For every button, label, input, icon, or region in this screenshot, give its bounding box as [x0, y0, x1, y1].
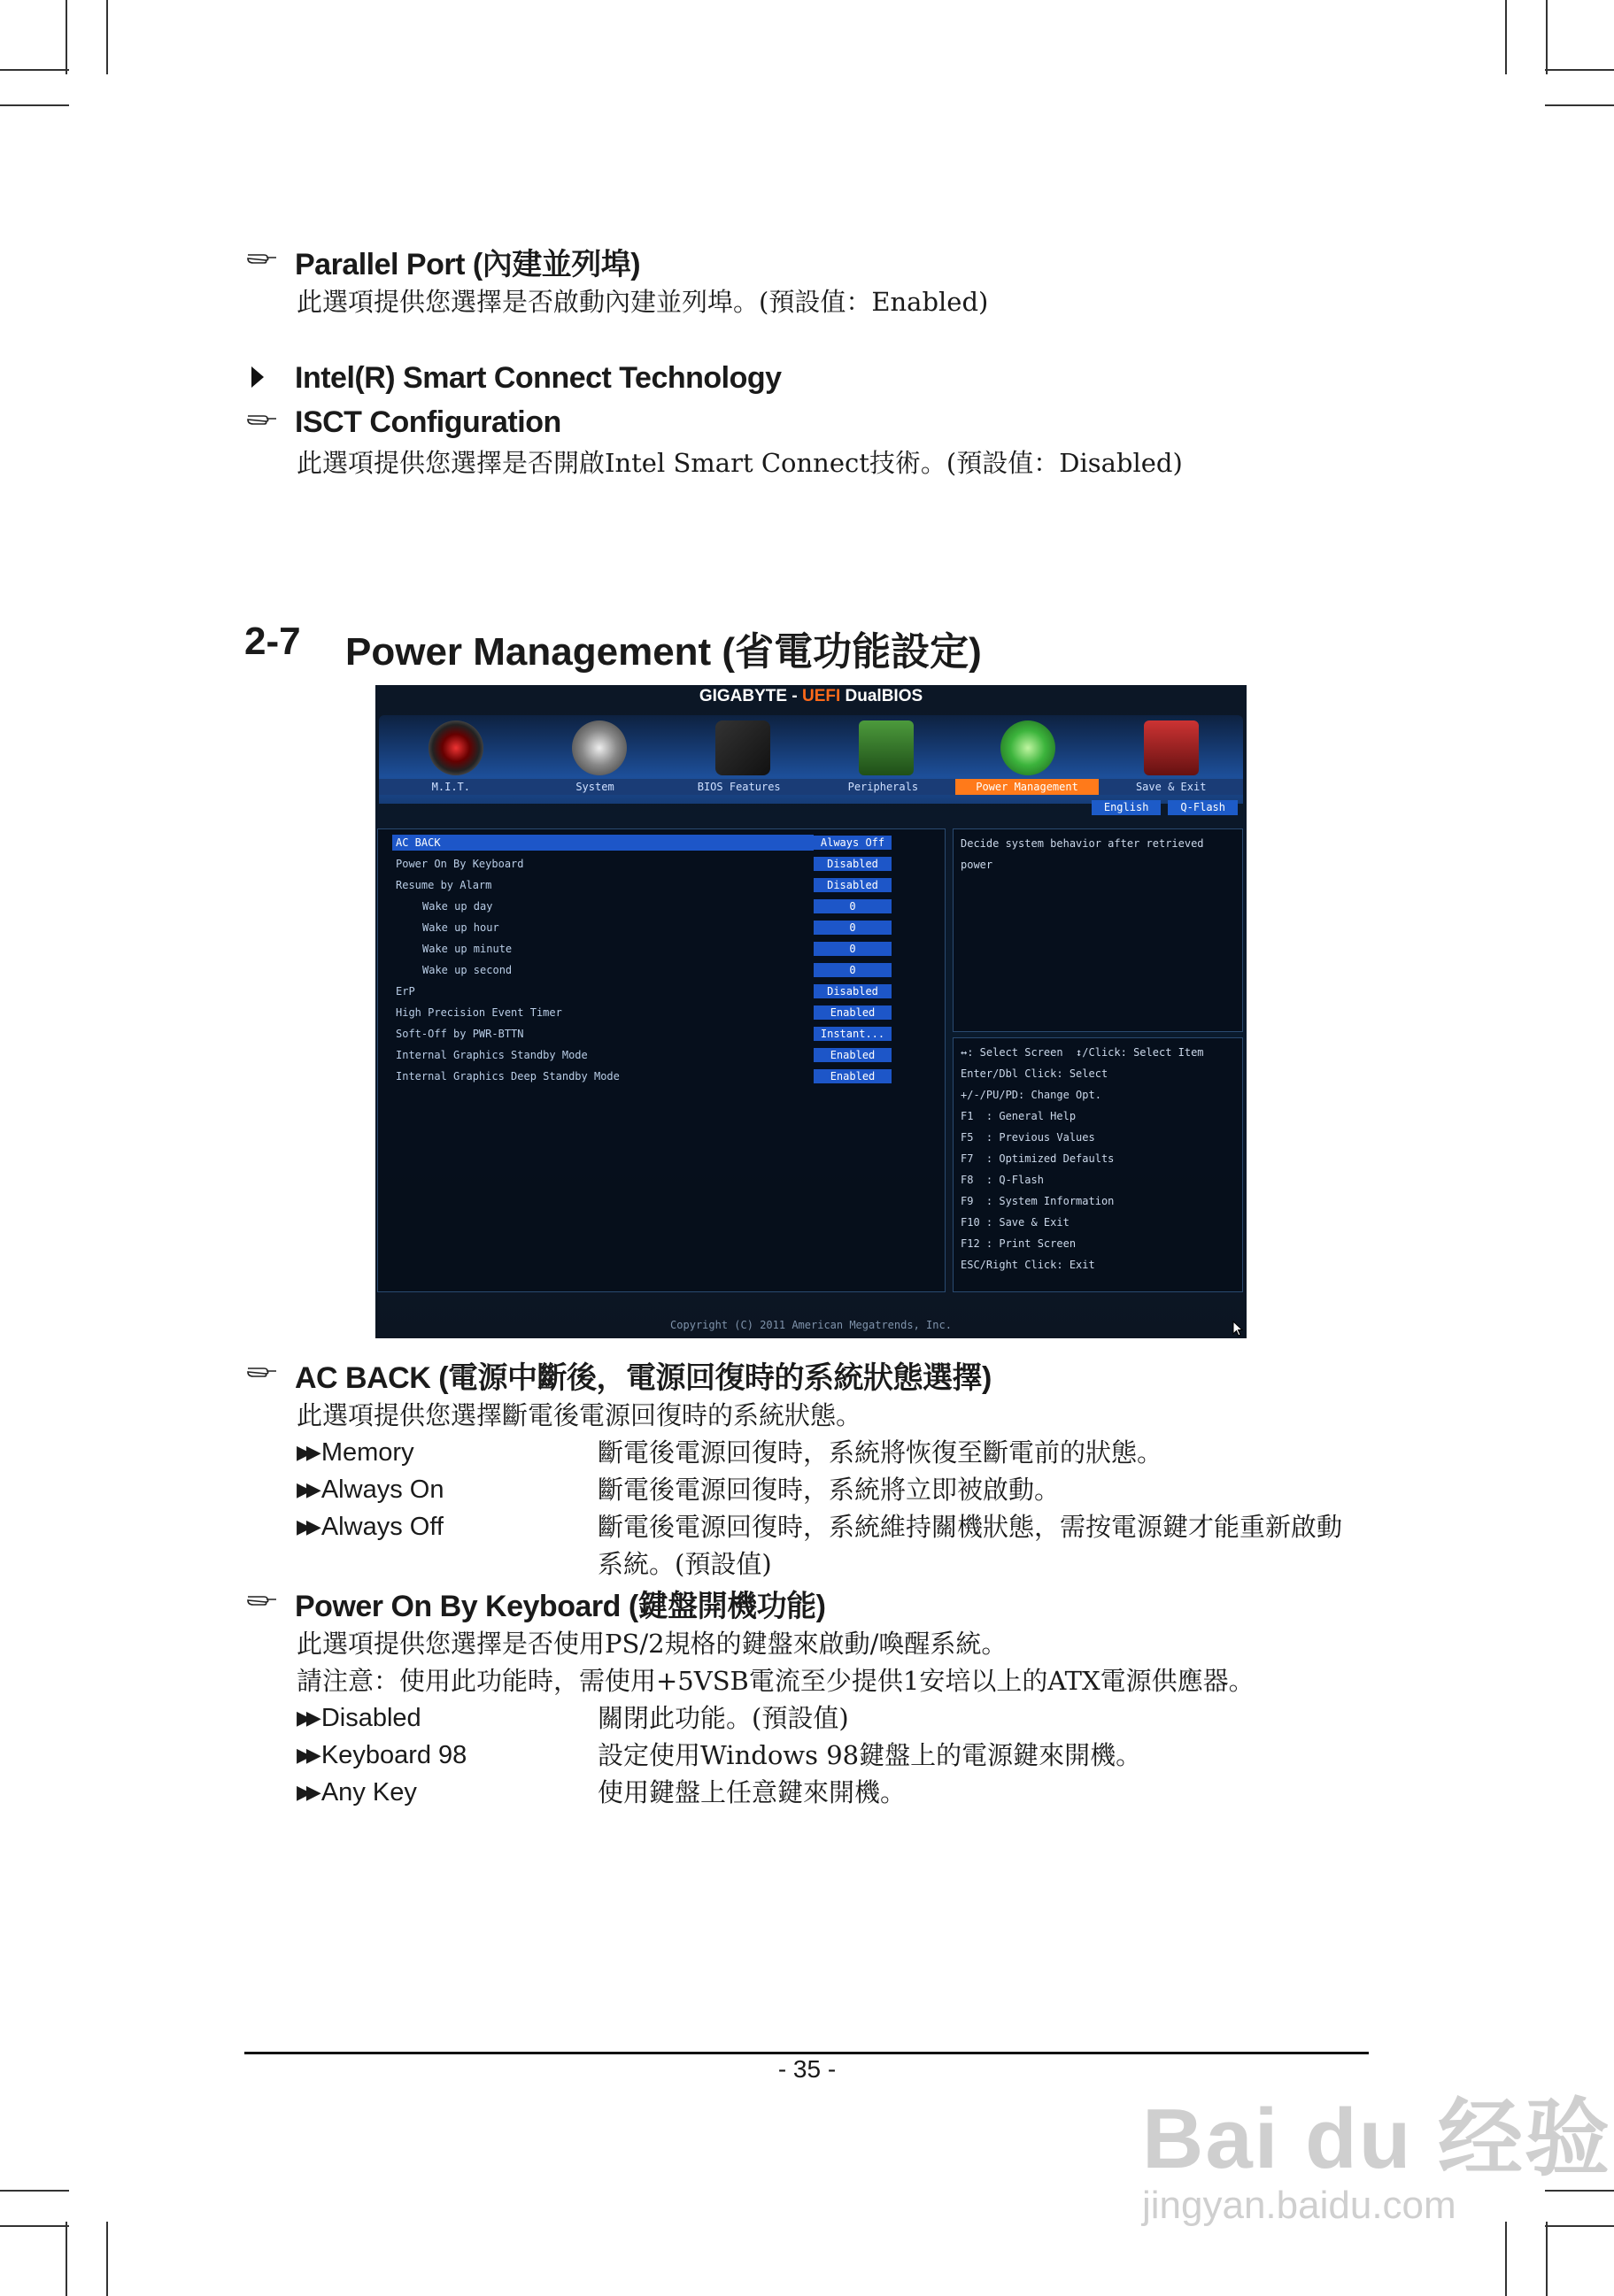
setting-value[interactable]: 0 — [814, 921, 892, 935]
double-arrow-icon: ▶▶ — [297, 1515, 316, 1537]
setting-label: Internal Graphics Standby Mode — [396, 1049, 588, 1061]
isct-config-title: ISCT Configuration — [295, 404, 561, 439]
option-name: Disabled — [320, 1704, 421, 1732]
setting-value[interactable]: Disabled — [814, 984, 892, 998]
hand-pointer-icon — [246, 250, 278, 267]
option-row — [297, 1699, 1371, 1737]
crop-mark — [106, 0, 108, 74]
option-row — [297, 1737, 1371, 1774]
setting-row[interactable] — [392, 1003, 931, 1022]
setting-label: ErP — [396, 985, 415, 998]
hand-pointer-icon — [246, 1363, 278, 1381]
baidu-watermark — [1142, 2071, 1611, 2228]
setting-row[interactable] — [392, 982, 931, 1001]
crop-mark — [1505, 0, 1507, 74]
chapter-title: Power Management (省電功能設定) — [345, 630, 982, 674]
setting-label: AC BACK — [396, 836, 441, 849]
power-kb-title: Power On By Keyboard (鍵盤開機功能) — [295, 1589, 826, 1623]
crop-mark — [0, 2190, 69, 2192]
crop-mark — [1546, 0, 1548, 74]
power-kb-desc: 此選項提供您選擇是否使用PS/2規格的鍵盤來啟動/喚醒系統。 — [297, 1629, 1008, 1659]
crop-mark — [1505, 2222, 1507, 2296]
crop-mark — [66, 0, 67, 74]
setting-value[interactable]: Disabled — [814, 857, 892, 871]
option-name: Always Off — [320, 1513, 444, 1541]
setting-value[interactable]: Enabled — [814, 1005, 892, 1020]
bios-uefi: UEFI — [801, 687, 841, 705]
setting-row[interactable] — [392, 1024, 931, 1044]
setting-row[interactable] — [392, 854, 931, 874]
key-hint: Enter/Dbl Click: Select — [961, 1067, 1108, 1080]
key-hint: F8 : Q-Flash — [961, 1174, 1044, 1186]
crop-mark — [0, 2225, 69, 2227]
setting-value[interactable]: Always Off — [814, 836, 892, 850]
double-arrow-icon: ▶▶ — [297, 1781, 316, 1803]
chip-icon[interactable] — [715, 720, 770, 775]
setting-row[interactable] — [392, 897, 931, 916]
parallel-port-section — [246, 239, 1371, 320]
key-hint: F5 : Previous Values — [961, 1131, 1095, 1144]
setting-value[interactable]: 0 — [814, 942, 892, 956]
option-row — [297, 1434, 1371, 1471]
ac-back-section — [246, 1352, 1371, 1583]
setting-row[interactable] — [392, 960, 931, 980]
speedometer-icon[interactable] — [429, 720, 483, 775]
setting-label: High Precision Event Timer — [396, 1006, 562, 1019]
option-row — [297, 1774, 1371, 1811]
parallel-port-title: Parallel Port (內建並列埠) — [295, 247, 641, 281]
option-name: Keyboard 98 — [320, 1741, 467, 1769]
watermark-logo: Bai du 经验 — [1142, 2092, 1612, 2186]
page-number: - 35 - — [777, 2055, 837, 2083]
isct-section — [246, 356, 1371, 482]
crop-mark — [0, 104, 69, 106]
setting-row[interactable] — [392, 918, 931, 937]
exit-door-icon[interactable] — [1144, 720, 1199, 775]
tab-peripherals[interactable]: Peripherals — [847, 781, 919, 793]
key-hint: +/-/PU/PD: Change Opt. — [961, 1089, 1101, 1101]
option-name: Any Key — [320, 1778, 417, 1807]
option-row — [297, 1471, 1371, 1508]
crop-mark — [1545, 69, 1614, 71]
key-hint: F12 : Print Screen — [961, 1237, 1077, 1250]
footer-rule — [244, 2052, 1369, 2054]
crop-mark — [66, 2222, 67, 2296]
bios-copyright: Copyright (C) 2011 American Megatrends, Inc. — [670, 1319, 952, 1331]
setting-label: Power On By Keyboard — [396, 858, 524, 870]
power-kb-note: 請注意：使用此功能時，需使用+5VSB電流至少提供1安培以上的ATX電源供應器。 — [297, 1666, 1255, 1696]
key-hint: ESC/Right Click: Exit — [961, 1259, 1095, 1271]
option-text: 設定使用Windows 98鍵盤上的電源鍵來開機。 — [598, 1740, 1142, 1770]
gear-icon[interactable] — [572, 720, 627, 775]
selection-highlight — [392, 835, 814, 851]
option-row — [297, 1508, 1371, 1545]
isct-config-desc: 此選項提供您選擇是否開啟Intel Smart Connect技術。(預設值：Disabled) — [297, 448, 1183, 478]
setting-label: Wake up second — [422, 964, 513, 976]
setting-value[interactable]: 0 — [814, 899, 892, 913]
crop-mark — [0, 69, 69, 71]
setting-value[interactable]: 0 — [814, 963, 892, 977]
setting-row[interactable] — [392, 875, 931, 895]
qflash-button[interactable]: Q-Flash — [1168, 800, 1238, 815]
bios-brand: GIGABYTE - — [699, 687, 802, 705]
tab-save-exit[interactable]: Save & Exit — [1135, 781, 1207, 793]
watermark-url: jingyan.baidu.com — [1142, 2184, 1456, 2227]
setting-row[interactable] — [392, 833, 931, 852]
help-text: Decide system behavior after retrieved — [961, 837, 1204, 850]
tab-bios-features[interactable]: BIOS Features — [697, 781, 781, 793]
english-button[interactable]: English — [1092, 800, 1162, 815]
chapter-number: 2-7 — [244, 620, 301, 663]
crop-mark — [106, 2222, 108, 2296]
setting-label: Soft-Off by PWR-BTTN — [396, 1028, 524, 1040]
setting-value[interactable]: Disabled — [814, 878, 892, 892]
tab-mit[interactable]: M.I.T. — [431, 781, 471, 793]
hand-pointer-icon — [246, 1591, 278, 1609]
tab-system[interactable]: System — [575, 781, 614, 793]
option-text: 斷電後電源回復時，系統維持關機狀態，需按電源鍵才能重新啟動 — [598, 1512, 1343, 1542]
chapter-heading — [244, 620, 982, 676]
crop-mark — [1546, 2222, 1548, 2296]
bios-screenshot — [375, 685, 1247, 1338]
double-arrow-icon: ▶▶ — [297, 1744, 316, 1766]
help-text: power — [961, 859, 993, 871]
double-arrow-icon: ▶▶ — [297, 1478, 316, 1500]
lang-bar — [1092, 800, 1238, 815]
crop-mark — [1545, 104, 1614, 106]
option-name: Memory — [320, 1438, 414, 1467]
hand-pointer-icon — [246, 411, 278, 428]
bios-title — [375, 687, 1247, 706]
power-icon[interactable] — [1000, 720, 1055, 775]
peripheral-card-icon[interactable] — [859, 720, 914, 775]
keys-panel — [953, 1037, 1243, 1292]
setting-value[interactable]: Instant... — [814, 1027, 892, 1041]
setting-label: Wake up hour — [422, 921, 499, 934]
bios-tabs — [379, 779, 1243, 795]
ac-back-desc: 此選項提供您選擇斷電後電源回復時的系統狀態。 — [297, 1400, 862, 1430]
setting-label: Wake up minute — [422, 943, 513, 955]
key-hint: F10 : Save & Exit — [961, 1216, 1070, 1229]
option-text: 斷電後電源回復時，系統將立即被啟動。 — [598, 1475, 1061, 1505]
triangle-right-icon — [251, 366, 264, 388]
option-text: 斷電後電源回復時，系統將恢復至斷電前的狀態。 — [598, 1437, 1163, 1468]
ac-back-title: AC BACK (電源中斷後，電源回復時的系統狀態選擇) — [295, 1360, 992, 1395]
setting-label: Wake up day — [422, 900, 493, 913]
setting-row[interactable] — [392, 1067, 931, 1086]
setting-label: Internal Graphics Deep Standby Mode — [396, 1070, 620, 1083]
parallel-port-desc: 此選項提供您選擇是否啟動內建並列埠。(預設值：Enabled) — [297, 287, 989, 317]
help-panel — [953, 828, 1243, 1032]
power-on-keyboard-section — [246, 1581, 1371, 1811]
isct-heading: Intel(R) Smart Connect Technology — [295, 360, 782, 395]
double-arrow-icon: ▶▶ — [297, 1441, 316, 1463]
setting-value[interactable]: Enabled — [814, 1069, 892, 1083]
setting-row[interactable] — [392, 1045, 931, 1065]
bios-product: DualBIOS — [840, 687, 923, 705]
mouse-cursor-icon — [1232, 1321, 1245, 1337]
option-row-continued — [297, 1545, 1371, 1583]
option-name: Always On — [320, 1475, 444, 1504]
key-hint: ↔: Select Screen ↕/Click: Select Item — [961, 1046, 1204, 1059]
option-text: 系統。(預設值) — [598, 1549, 772, 1579]
option-text: 使用鍵盤上任意鍵來開機。 — [598, 1777, 907, 1807]
setting-value[interactable]: Enabled — [814, 1048, 892, 1062]
settings-panel — [377, 828, 946, 1292]
option-text: 關閉此功能。(預設值) — [598, 1703, 849, 1733]
key-hint: F9 : System Information — [961, 1195, 1115, 1207]
setting-row[interactable] — [392, 939, 931, 959]
tab-power-management[interactable]: Power Management — [955, 779, 1100, 795]
setting-label: Resume by Alarm — [396, 879, 492, 891]
key-hint: F7 : Optimized Defaults — [961, 1152, 1115, 1165]
key-hint: F1 : General Help — [961, 1110, 1077, 1122]
double-arrow-icon: ▶▶ — [297, 1707, 316, 1729]
